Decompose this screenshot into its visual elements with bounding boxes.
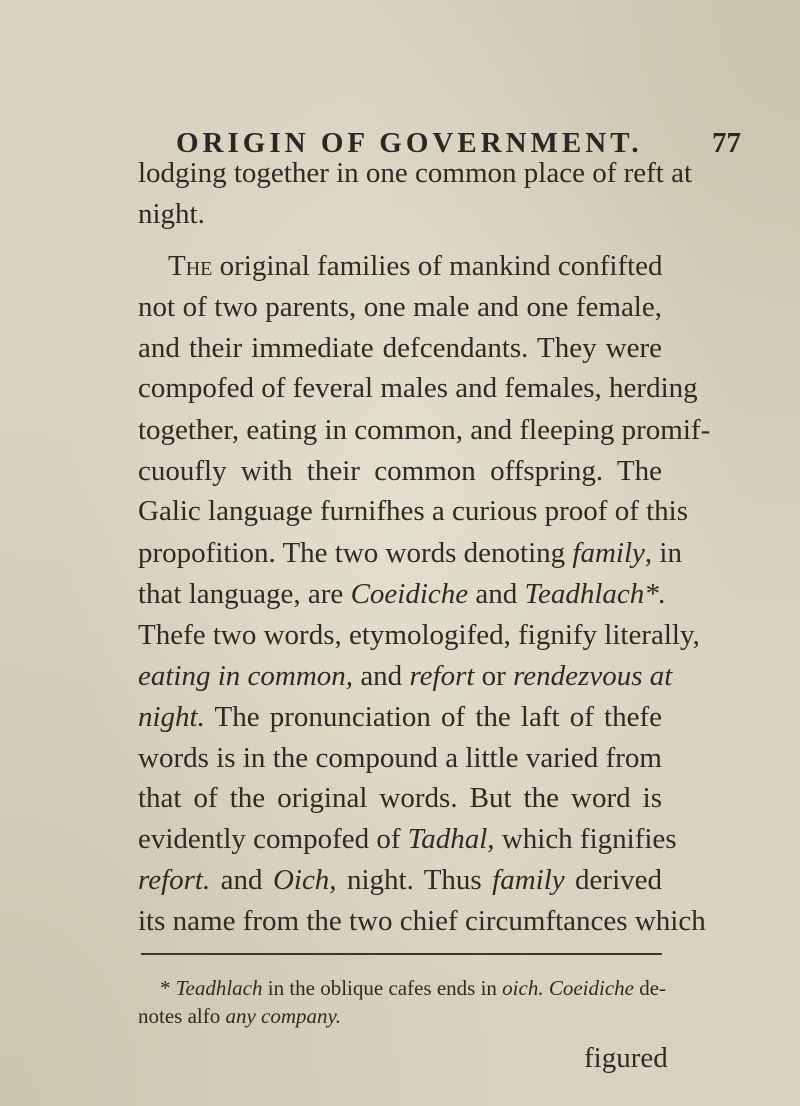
page-number: 77 — [712, 127, 741, 159]
body-line-4: not of two parents, one male and one female, — [138, 291, 662, 323]
body-line-18-d: night. Thus — [336, 864, 493, 896]
body-line-10-a: propofition. The two words denoting — [138, 537, 573, 569]
body-line-17-c: which fignifies — [494, 823, 677, 855]
body-line-10-family: family — [572, 537, 645, 569]
footnote-mark: * — [160, 976, 176, 1000]
body-line-3 — [138, 248, 662, 284]
body-line-9: Galic language furnifhes a curious proof of this — [138, 495, 689, 527]
body-line-13-b: and — [353, 660, 410, 692]
body-line-11 — [138, 576, 667, 612]
body-line-18-a: refort. — [138, 864, 211, 896]
body-line-17-a: evidently compofed of — [138, 823, 408, 855]
body-line-16: that of the original words. But the word is — [138, 782, 662, 814]
body-line-14-a: night. — [138, 701, 205, 733]
body-line-14-b: The pronunciation of the laft of thefe — [204, 701, 662, 733]
footnote-any-company: any company. — [225, 1004, 341, 1028]
body-line-17 — [138, 821, 677, 857]
body-line-2: night. — [138, 198, 205, 230]
catchword: figured — [584, 1042, 668, 1074]
body-line-13-e: rendezvous at — [513, 660, 673, 692]
body-line-19: its name from the two chief circumftances which — [138, 905, 706, 937]
footnote-rule — [141, 953, 662, 955]
body-line-3-text: original families of mankind confifted — [212, 250, 663, 282]
body-line-18-c: Oich, — [272, 864, 337, 896]
body-line-11-coeidiche: Coeidiche — [350, 578, 469, 610]
footnote-oich: oich. — [502, 976, 544, 1000]
body-line-15: words is in the compound a little varied from — [138, 742, 662, 774]
body-line-11-c: and — [468, 578, 525, 610]
body-line-8: cuoufly with their common offspring. The — [138, 455, 662, 487]
footnote-line-1 — [160, 974, 667, 1002]
running-head-title: ORIGIN OF GOVERNMENT. — [176, 127, 643, 159]
body-line-13-d: or — [474, 660, 514, 692]
body-line-13 — [138, 658, 673, 694]
body-line-18-e: family — [492, 864, 565, 896]
paragraph-lead-word: The — [168, 250, 213, 282]
footnote-teadhlach: Teadhlach — [175, 976, 263, 1000]
body-line-10 — [138, 535, 682, 571]
footnote-line-1-g: de- — [633, 976, 667, 1000]
body-line-18-f: derived — [564, 864, 663, 896]
body-line-6: compofed of feveral males and females, herding — [138, 372, 698, 404]
body-line-14 — [138, 699, 662, 735]
body-line-11-a: that language, are — [138, 578, 351, 610]
body-line-18-b: and — [210, 864, 273, 896]
body-line-13-c: refort — [409, 660, 475, 692]
body-line-1: lodging together in one common place of reft at — [138, 157, 693, 189]
body-line-5: and their immediate defcendants. They were — [138, 332, 662, 364]
footnote-coeidiche: Coeidiche — [548, 976, 634, 1000]
footnote-line-2 — [138, 1002, 662, 1030]
footnote-line-2-a: notes alfo — [138, 1004, 226, 1028]
body-line-7: together, eating in common, and fleeping promif- — [138, 414, 711, 446]
body-line-10-c: , in — [644, 537, 682, 569]
body-line-11-teadhlach: Teadhlach*. — [524, 578, 667, 610]
body-line-12: Thefe two words, etymologifed, fignify literally, — [138, 619, 700, 651]
body-line-13-a: eating in common, — [138, 660, 354, 692]
body-line-18 — [138, 862, 662, 898]
body-line-17-tadhal: Tadhal, — [407, 823, 495, 855]
footnote-line-1-c: in the oblique cafes ends in — [262, 976, 503, 1000]
